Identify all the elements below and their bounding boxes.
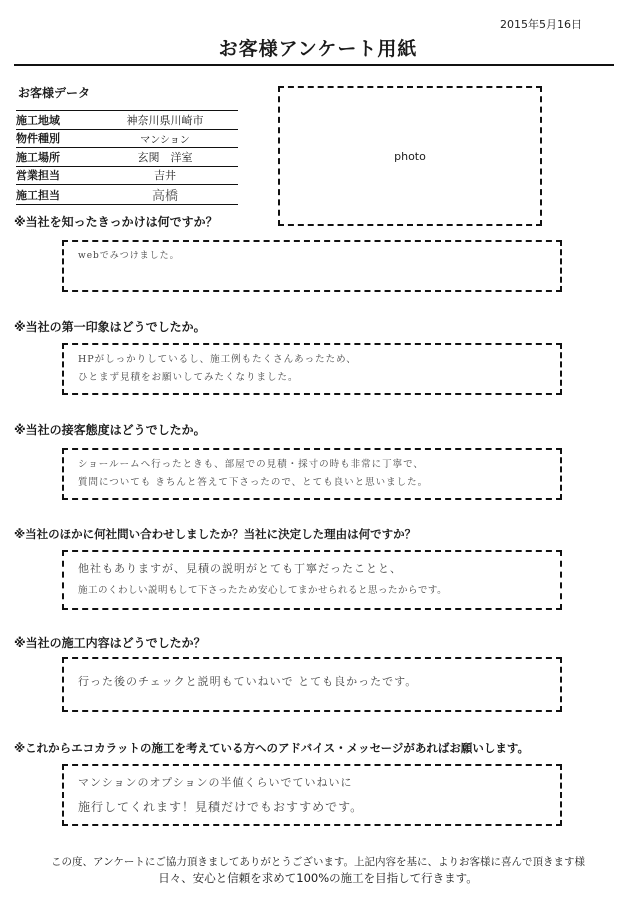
question-1: ※当社を知ったきっかけは何ですか？ — [14, 215, 218, 229]
footer-line-2: 日々、安心と信頼を求めて100%の施工を目指して行きます。 — [158, 871, 478, 885]
question-6: ※これからエコカラットの施工を考えている方へのアドバイス・メッセージがあればお願いします。 — [14, 741, 529, 755]
answer-line: マンションのオプションの半値くらいでていねいに — [78, 776, 353, 789]
answer-box-4 — [62, 550, 562, 610]
row-label: 施工担当 — [16, 185, 92, 205]
page-title: お客様アンケート用紙 — [218, 38, 418, 60]
answer-line: HPがしっかりしているし、施工例もたくさんあったため、 — [78, 354, 357, 365]
answer-line: ひとまず見積をお願いしてみたくなりました。 — [78, 372, 299, 383]
table-row — [16, 148, 238, 167]
survey-date: 2015年5月16日 — [500, 18, 582, 31]
customer-data-table — [16, 110, 238, 205]
photo-placeholder — [278, 86, 542, 226]
answer-box-5 — [62, 657, 562, 712]
answer-line: webでみつけました。 — [78, 251, 180, 261]
row-value: 玄関 洋室 — [92, 148, 238, 167]
row-value: 神奈川県川崎市 — [92, 111, 238, 130]
answer-line: ショールームへ行ったときも、部屋での見積・採寸の時も非常に丁寧で、 — [78, 459, 424, 470]
row-value: 吉井 — [92, 166, 238, 185]
row-label: 施工場所 — [16, 148, 92, 167]
photo-label: photo — [394, 150, 426, 163]
table-row — [16, 129, 238, 148]
answer-line: 他社もありますが、見積の説明がとても丁寧だったことと、 — [78, 562, 402, 575]
table-row — [16, 166, 238, 185]
answer-line: 施工のくわしい説明もして下さったため安心してまかせられると思ったからです。 — [78, 585, 448, 596]
question-2: ※当社の第一印象はどうでしたか。 — [14, 320, 206, 334]
answer-box-6 — [62, 764, 562, 826]
footer-line-1: この度、アンケートにご協力頂きましてありがとうございます。上記内容を基に、よりお客様に喜んで頂きます様 — [50, 856, 586, 868]
answer-box-3 — [62, 448, 562, 500]
row-label: 物件種別 — [16, 129, 92, 148]
row-value-handwritten: 高橋 — [92, 185, 238, 205]
answer-line: 質問についても きちんと答えて下さったので、とても良いと思いました。 — [78, 477, 429, 488]
title-underline — [14, 64, 614, 66]
question-4: ※当社のほかに何社問い合わせしましたか？当社に決定した理由は何ですか？ — [14, 527, 417, 541]
answer-box-1 — [62, 240, 562, 292]
question-5: ※当社の施工内容はどうでしたか？ — [14, 636, 206, 650]
answer-box-2 — [62, 343, 562, 395]
customer-data-heading: お客様データ — [18, 86, 91, 100]
answer-line: 行った後のチェックと説明もていねいで とても良かったです。 — [78, 675, 418, 688]
row-value: マンション — [92, 129, 238, 148]
table-row — [16, 185, 238, 205]
row-label: 施工地域 — [16, 111, 92, 130]
answer-line: 施行してくれます！見積だけでもおすすめです。 — [78, 800, 364, 814]
table-row — [16, 111, 238, 130]
question-3: ※当社の接客態度はどうでしたか。 — [14, 423, 206, 437]
row-label: 営業担当 — [16, 166, 92, 185]
